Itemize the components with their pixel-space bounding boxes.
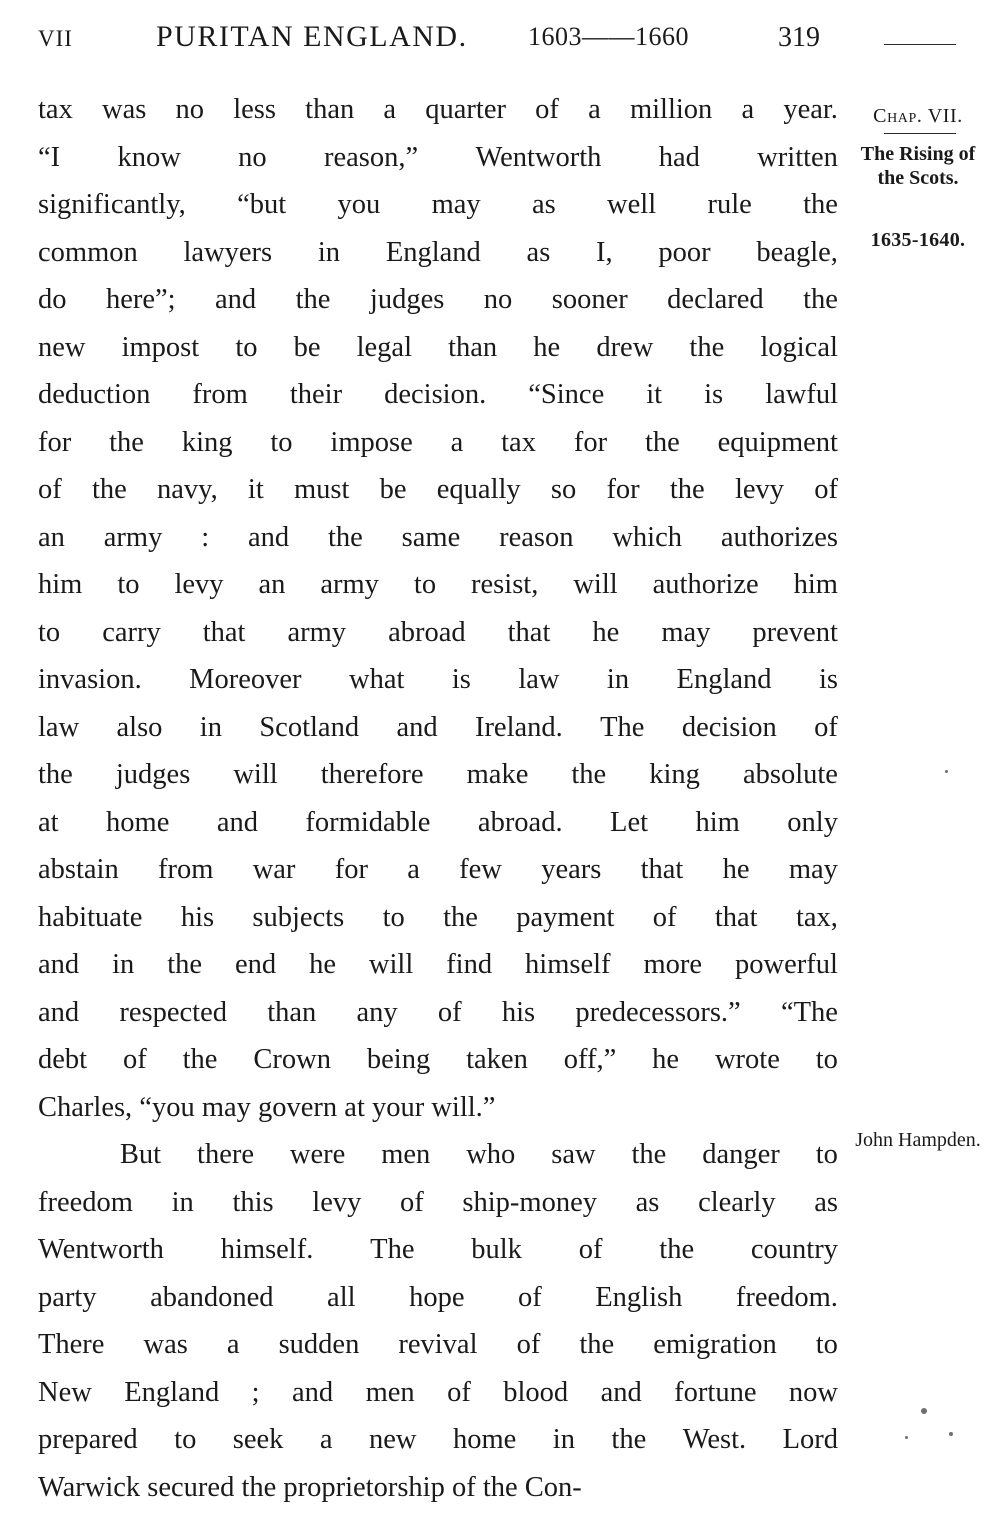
scan-speck <box>949 1432 953 1436</box>
margin-note-divider-bottom <box>884 133 956 134</box>
text-line: freedom in this levy of ship-money as clearly as <box>38 1186 838 1218</box>
text-line: and respected than any of his predecessors.” “The <box>38 996 838 1028</box>
text-line: abstain from war for a few years that he may <box>38 854 838 885</box>
paragraph-1 <box>38 86 838 1131</box>
text-line: new impost to be legal than he drew the logical <box>38 331 838 363</box>
text-line: him to levy an army to resist, will authorize him <box>38 569 838 600</box>
text-line: tax was no less than a quarter of a million a year. <box>38 94 838 125</box>
text-line: “I know no reason,” Wentworth had written <box>38 141 838 173</box>
text-line: Wentworth himself. The bulk of the country <box>38 1234 838 1265</box>
scan-speck <box>921 1408 927 1414</box>
text-line: law also in Scotland and Ireland. The decision of <box>38 711 838 743</box>
page-number: 319 <box>778 22 820 53</box>
text-line: common lawyers in England as I, poor beagle, <box>38 236 838 268</box>
running-head <box>38 20 838 62</box>
margin-note-heading: The Rising of the Scots. <box>860 143 976 189</box>
text-line: significantly, “but you may as well rule the <box>38 189 838 220</box>
text-line: Warwick secured the proprietorship of the Con- <box>38 1471 582 1503</box>
text-line: and in the end he will find himself more powerful <box>38 949 838 980</box>
text-line: to carry that army abroad that he may prevent <box>38 616 838 648</box>
text-line: the judges will therefore make the king absolute <box>38 759 838 790</box>
paragraph-2 <box>38 1131 838 1511</box>
text-line: Charles, “you may govern at your will.” <box>38 1091 496 1123</box>
text-line: debt of the Crown being taken off,” he wrote to <box>38 1044 838 1075</box>
text-line: of the navy, it must be equally so for the levy of <box>38 474 838 505</box>
margin-note-divider-top <box>884 44 956 45</box>
text-line: for the king to impose a tax for the equipment <box>38 426 838 458</box>
scan-speck <box>905 1436 908 1439</box>
body-text-column <box>38 86 838 1511</box>
running-head-chapter-numeral: VII <box>38 26 73 51</box>
text-line: habituate his subjects to the payment of that tax, <box>38 901 838 933</box>
text-line: an army : and the same reason which authorizes <box>38 521 838 553</box>
text-line: deduction from their decision. “Since it is lawful <box>38 379 838 410</box>
text-line: party abandoned all hope of English freedom. <box>38 1281 838 1313</box>
running-head-title: PURITAN ENGLAND. <box>156 20 468 53</box>
scan-speck <box>945 770 948 773</box>
text-line: There was a sudden revival of the emigration to <box>38 1329 838 1360</box>
text-line: prepared to seek a new home in the West. Lord <box>38 1424 838 1455</box>
text-line: invasion. Moreover what is law in England is <box>38 664 838 695</box>
margin-note-person: John Hampden. <box>855 1129 981 1151</box>
text-line: New England ; and men of blood and fortune now <box>38 1376 838 1408</box>
running-head-dates: 1603——1660 <box>528 22 689 51</box>
text-line: But there were men who saw the danger to <box>119 1139 838 1170</box>
text-line: do here”; and the judges no sooner declared the <box>38 284 838 315</box>
margin-note-chapter: Chap. VII. <box>873 105 963 127</box>
margin-note-years: 1635-1640. <box>870 229 966 251</box>
text-line: at home and formidable abroad. Let him only <box>38 806 838 838</box>
